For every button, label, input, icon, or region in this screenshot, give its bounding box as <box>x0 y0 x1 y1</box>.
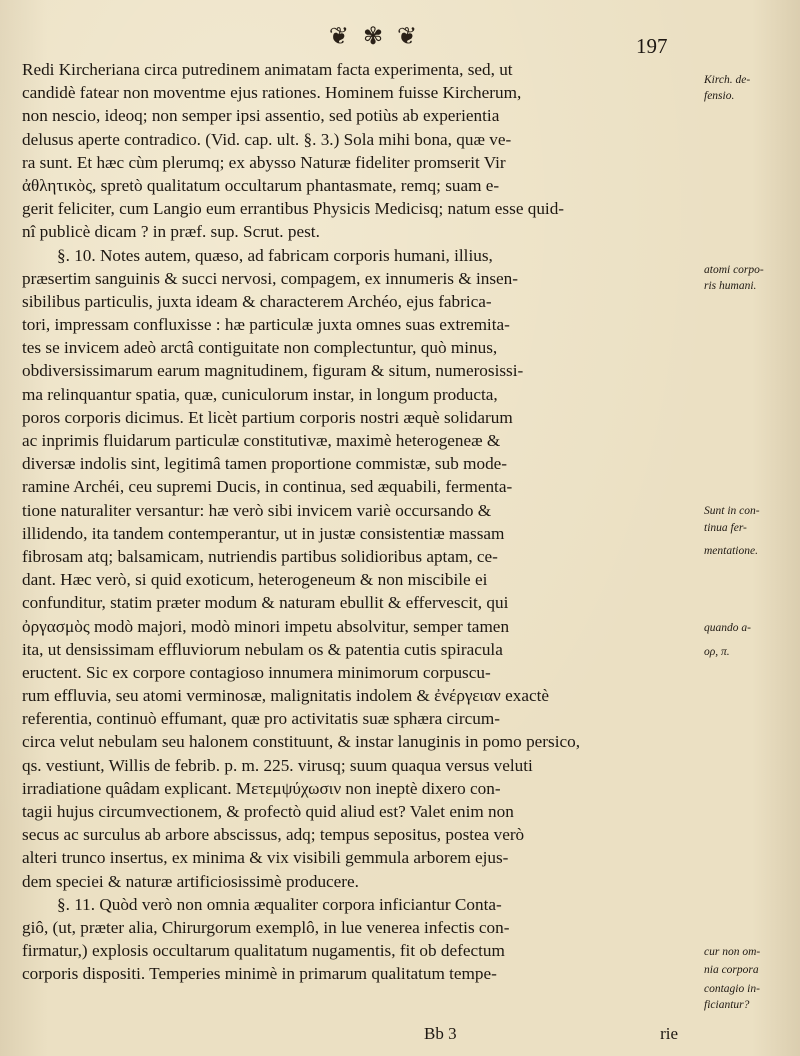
text-line: ac inprimis fluidarum particulæ constitutivæ, maximè heterogeneæ & <box>22 431 501 450</box>
text-line: dant. Hæc verò, si quid exoticum, heterogeneum & non miscibile ei <box>22 570 488 590</box>
text-line: rum effluvia, seu atomi verminosæ, malignitatis indolem & ἐνέργειαν exactè <box>22 686 550 706</box>
margin-note: Sunt in con- <box>704 505 760 517</box>
text-line: tagii hujus circumvectionem, & profectò quid aliud est? Valet enim non <box>22 802 514 821</box>
margin-note: ris humani. <box>704 280 757 292</box>
text-line: ramine Archéi, ceu supremi Ducis, in continua, sed æquabili, fermenta- <box>22 477 513 497</box>
text-line: irradiatione quâdam explicant. Μετεμψύχωσιν non ineptè dixero con- <box>22 778 501 798</box>
text-line: delusus aperte contradico. (Vid. cap. ult. §. 3.) Sola mihi bona, quæ ve- <box>22 129 512 149</box>
margin-note: mentatione. <box>704 545 758 557</box>
text-line: alteri trunco insertus, ex minima & vix visibili gemmula arborem ejus- <box>22 848 509 868</box>
text-line: gerit feliciter, cum Langio eum errantibus Physicis Medicisq; natum esse quid- <box>22 199 565 219</box>
text-line: poros corporis dicimus. Et licèt partium corporis nostri æquè solidarum <box>22 407 513 427</box>
text-line: ἀθλητικὸς, spretò qualitatum occultarum phantasmate, remq; suam e- <box>22 175 500 195</box>
text-line: circa velut nebulam seu halonem constituunt, & instar lanuginis in pomo persico, <box>22 732 580 752</box>
margin-note: quando a- <box>704 622 751 634</box>
text-line: ita, ut densissimam effluviorum nebulam os & patentia cutis spiracula <box>22 639 503 659</box>
page-footer <box>404 1024 700 1048</box>
text-line: eructent. Sic ex corpore contagioso innumera minimorum corpuscu- <box>22 662 491 682</box>
text-line: non nescio, ideoq; non semper ipsi assentio, sed potiùs ab experientia <box>22 106 500 126</box>
text-line: candidè fatear non moventme ejus rationes. Hominem fuisse Kircherum, <box>22 83 522 103</box>
text-line: corporis dispositi. Temperies minimè in primarum qualitatum tempe- <box>22 964 497 984</box>
header-ornament: ❦ ✾ ❦ <box>328 24 422 50</box>
catchword: rie <box>660 1024 678 1043</box>
text-line: sibilibus particulis, juxta ideam & characterem Archéo, ejus fabrica- <box>22 291 492 311</box>
text-line: diversæ indolis sint, legitimâ tamen proportione commistæ, sub mode- <box>22 454 508 474</box>
text-line: giô, (ut, præter alia, Chirurgorum exemplô, in lue venerea infectis con- <box>22 917 510 937</box>
margin-note: fensio. <box>704 90 735 102</box>
margin-note: atomi corpo- <box>704 264 764 276</box>
text-line: ma relinquantur spatia, quæ, cuniculorum instar, in longum producta, <box>22 384 498 404</box>
text-line: dem speciei & naturæ artificiosissimè producere. <box>22 871 359 891</box>
text-line: referentia, continuò effumant, quæ pro activitatis suæ sphæra circum- <box>22 709 500 729</box>
text-line: ra sunt. Et hæc cùm plerumq; ex abysso Naturæ fideliter promserit Vir <box>22 152 506 172</box>
text-line: tione naturaliter versantur: hæ verò sibi invicem variè occursando & <box>22 500 492 520</box>
text-line: qs. vestiunt, Willis de febrib. p. m. 225. virusq; suum quaqua versus veluti <box>22 755 533 775</box>
margin-note: contagio in- <box>704 983 760 995</box>
paragraph-start-line: §. 11. Quòd verò non omnia æqualiter corpora inficiantur Conta- <box>57 894 502 914</box>
text-line: obdiversissimarum earum magnitudinem, figuram & situm, numerosissi- <box>22 361 524 381</box>
signature-mark: Bb 3 <box>424 1024 457 1043</box>
margin-note: cur non om- <box>704 946 761 958</box>
text-line: nî publicè dicam ? in præf. sup. Scrut. pest. <box>22 222 320 242</box>
text-line: confunditur, statim præter modum & naturam ebullit & effervescit, qui <box>22 593 509 613</box>
margin-note: nia corpora <box>704 964 759 976</box>
body-text <box>22 58 700 986</box>
text-line: secus ac surculus ab arbore abscissus, adq; tempus sepositus, postea verò <box>22 825 525 845</box>
margin-note: Kirch. de- <box>704 74 751 86</box>
text-line: tes se invicem adeò arctâ contiguitate non complectuntur, quò minus, <box>22 338 498 358</box>
text-line: illidendo, ita tandem contemperantur, ut in justæ consistentiæ massam <box>22 523 505 543</box>
text-line: fibrosam atq; balsamicam, nutriendis partibus solidioribus aptam, ce- <box>22 546 498 566</box>
margin-note: tinua fer- <box>704 522 747 534</box>
paragraph-start-line: §. 10. Notes autem, quæso, ad fabricam corporis humani, illius, <box>57 245 493 265</box>
margin-note: ficiantur? <box>704 999 750 1011</box>
margin-note: ορ, π. <box>704 646 730 658</box>
margin-notes <box>704 0 800 1056</box>
text-line: firmatur,) explosis occultarum qualitatum nugamentis, fit ob defectum <box>22 941 505 961</box>
page-number: 197 <box>636 34 668 58</box>
text-line: præsertim sanguinis & succi nervosi, compagem, ex innumeris & insen- <box>22 268 518 288</box>
text-line: Redi Kircheriana circa putredinem animatam facta experimenta, sed, ut <box>22 60 513 79</box>
text-line: ὀργασμὸς modò majori, modò minori impetu absolvitur, semper tamen <box>22 616 510 636</box>
text-line: tori, impressam confluxisse : hæ particulæ juxta omnes suas extremita- <box>22 315 510 335</box>
